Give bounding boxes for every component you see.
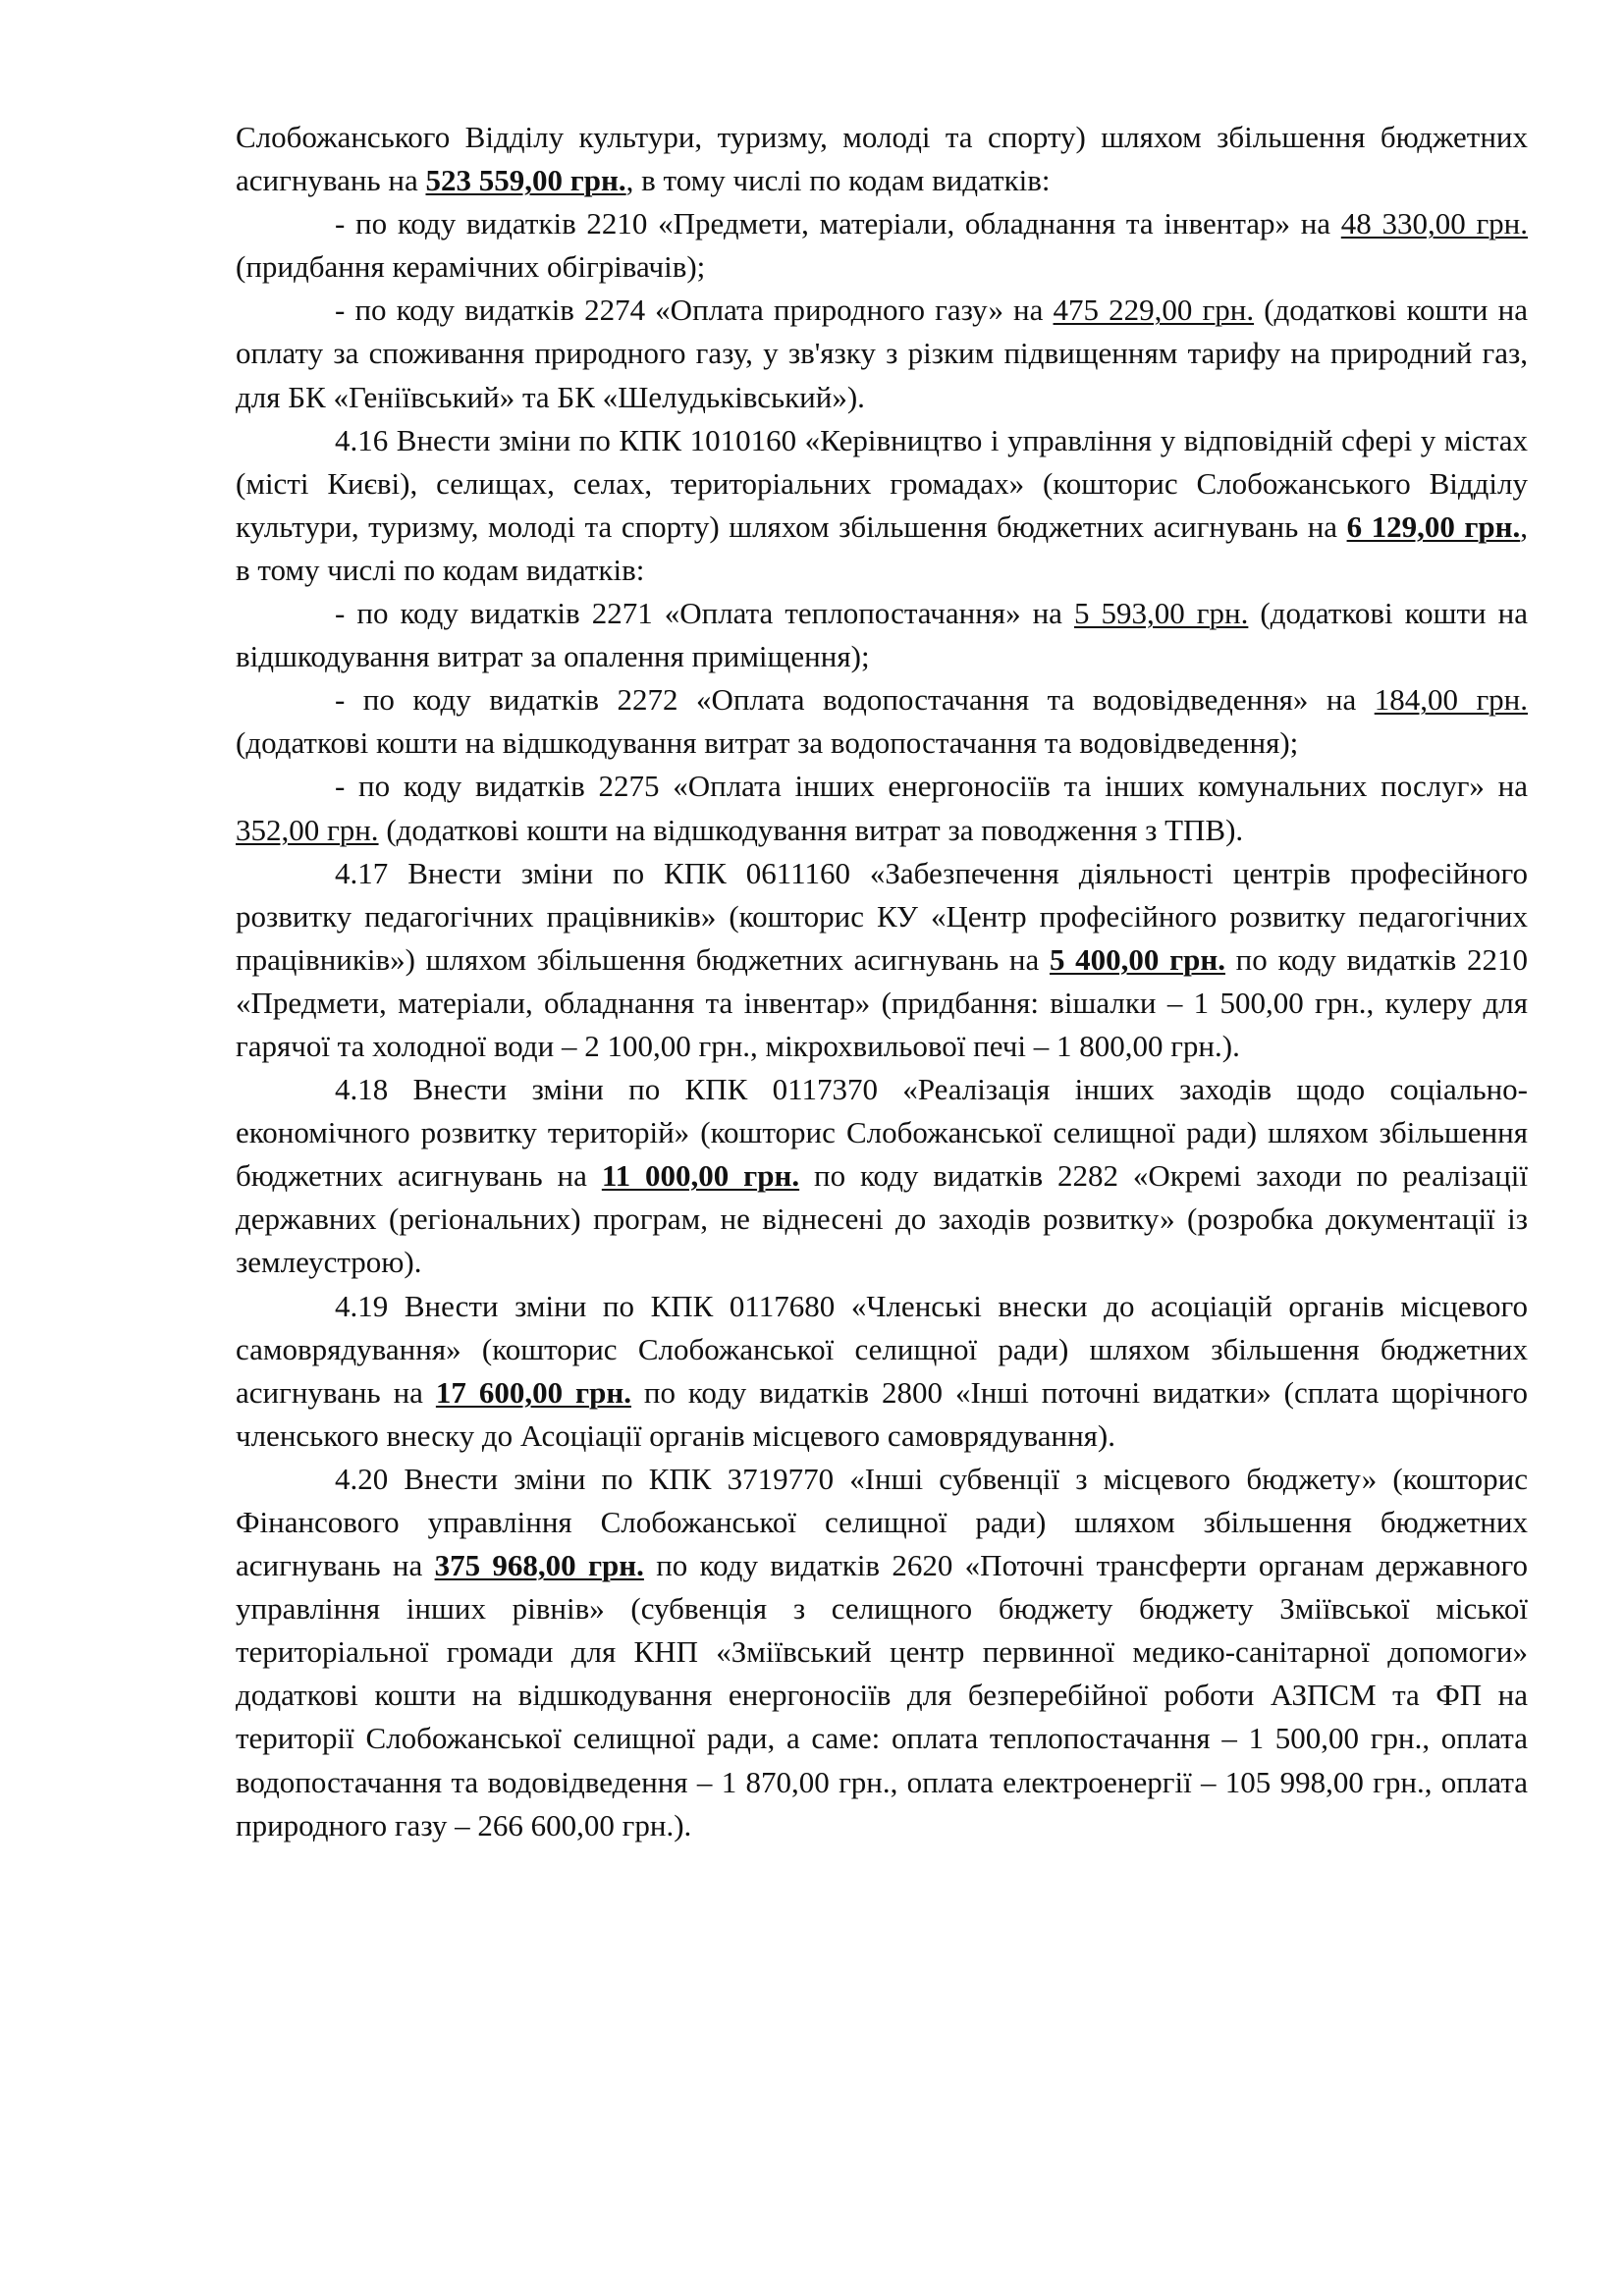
expense-item-2272: - по коду видатків 2272 «Оплата водопостачання та водовідведення» на 184,00 грн. (додаткові кошти на відшкодування витрат за водопостачання та водовідведення); bbox=[236, 682, 1528, 761]
expense-item-2271: - по коду видатків 2271 «Оплата теплопостачання» на 5 593,00 грн. (додаткові кошти на відшкодування витрат за опалення приміщення); bbox=[236, 596, 1529, 674]
total-amount: 523 559,00 грн. bbox=[425, 163, 626, 198]
document-page bbox=[236, 116, 1528, 1847]
section-4-20: 4.20 Внести зміни по КПК 3719770 «Інші субвенції з місцевого бюджету» (кошторис Фінансового управління Слобожанської селищної ради) шляхом збільшення бюджетних асигнувань на 375 968,00 грн. по коду видатків 2620 «Поточні трансферти органам державного управління інших рівнів» (субвенція з селищного бюджету бюджету Зміївської міської територіальної громади для КНП «Зміївський центр первинної медико-санітарної допомоги» додаткові кошти на відшкодування енергоносіїв для безперебійної роботи АЗПСМ та ФП на території Слобожанської селищної ради, а саме: оплата теплопостачання – 1 500,00 грн., оплата водопостачання та водовідведення – 1 870,00 грн., оплата електроенергії – 105 998,00 грн., оплата природного газу – 266 600,00 грн.). bbox=[236, 1461, 1529, 1842]
expense-item-2275: - по коду видатків 2275 «Оплата інших енергоносіїв та інших комунальних послуг» на 352,00 грн. (додаткові кошти на відшкодування витрат за поводження з ТПВ). bbox=[236, 769, 1528, 847]
total-amount: 6 129,00 грн. bbox=[1346, 508, 1521, 544]
section-4-17: 4.17 Внести зміни по КПК 0611160 «Забезпечення діяльності центрів професійного розвитку педагогічних працівників» (кошторис КУ «Центр професійного розвитку педагогічних працівників») шляхом збільшення бюджетних асигнувань на 5 400,00 грн. по коду видатків 2210 «Предмети, матеріали, обладнання та інвентар» (придбання: вішалки – 1 500,00 грн., кулеру для гарячої та холодної води – 2 100,00 грн., мікрохвильової печі – 1 800,00 грн.). bbox=[236, 855, 1528, 1063]
total-amount: 375 968,00 грн. bbox=[434, 1548, 644, 1583]
paragraph-continuation: Слобожанського Відділу культури, туризму, молоді та спорту) шляхом збільшення бюджетних асигнувань на 523 559,00 грн., в тому числі по кодам видатків: bbox=[236, 120, 1528, 198]
expense-item-2210: - по коду видатків 2210 «Предмети, матеріали, обладнання та інвентар» на 48 330,00 грн. (придбання керамічних обігрівачів); bbox=[236, 206, 1528, 285]
amount: 184,00 грн. bbox=[1374, 682, 1528, 718]
section-4-16: 4.16 Внести зміни по КПК 1010160 «Керівництво і управління у відповідній сфері у містах (місті Києві), селищах, селах, територіальних громадах» (кошторис Слобожанського Відділу культури, туризму, молоді та спорту) шляхом збільшення бюджетних асигнувань на 6 129,00 грн., в тому числі по кодам видатків: bbox=[236, 422, 1529, 587]
amount: 352,00 грн. bbox=[236, 812, 379, 847]
section-4-19: 4.19 Внести зміни по КПК 0117680 «Членські внески до асоціацій органів місцевого самоврядування» (кошторис Слобожанської селищної ради) шляхом збільшення бюджетних асигнувань на 17 600,00 грн. по коду видатків 2800 «Інші поточні видатки» (сплата щорічного членського внеску до Асоціації органів місцевого самоврядування). bbox=[236, 1288, 1528, 1453]
total-amount: 17 600,00 грн. bbox=[435, 1374, 631, 1410]
total-amount: 11 000,00 грн. bbox=[601, 1158, 800, 1194]
section-4-18: 4.18 Внести зміни по КПК 0117370 «Реалізація інших заходів щодо соціально-економічного розвитку територій» (кошторис Слобожанської селищної ради) шляхом збільшення бюджетних асигнувань на 11 000,00 грн. по коду видатків 2282 «Окремі заходи по реалізації державних (регіональних) програм, не віднесені до заходів розвитку» (розробка документації із землеустрою). bbox=[236, 1072, 1529, 1280]
amount: 475 229,00 грн. bbox=[1053, 293, 1255, 328]
amount: 5 593,00 грн. bbox=[1073, 596, 1249, 631]
expense-item-2274: - по коду видатків 2274 «Оплата природного газу» на 475 229,00 грн. (додаткові кошти на оплату за споживання природного газу, у зв'язку з різким підвищенням тарифу на природний газ, для БК «Геніївський» та БК «Шелудьківський»). bbox=[236, 293, 1528, 414]
total-amount: 5 400,00 грн. bbox=[1049, 941, 1225, 977]
amount: 48 330,00 грн. bbox=[1340, 206, 1528, 241]
